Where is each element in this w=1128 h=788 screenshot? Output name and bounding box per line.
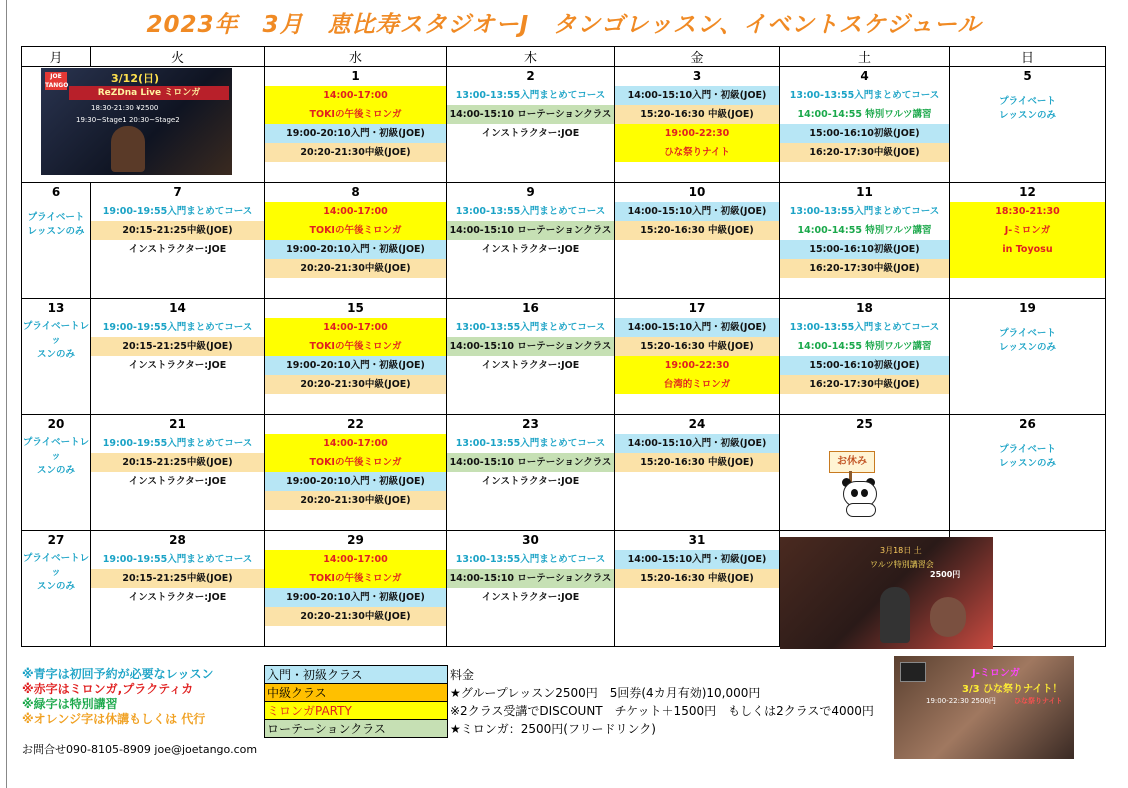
day-cell — [780, 183, 950, 299]
panda-eye-icon — [851, 489, 858, 497]
intermediate-class: 20:15-21:25中級(JOE) — [91, 337, 264, 356]
legend-discount: ※2クラス受講でDISCOUNT チケット＋1500円 もしくは2クラスで4000円 — [450, 704, 874, 718]
intermediate-class: 15:20-16:30 中級(JOE) — [615, 569, 779, 588]
intermediate-class: 20:15-21:25中級(JOE) — [91, 453, 264, 472]
instructor-note: インストラクター:JOE — [481, 592, 580, 603]
day-cell — [447, 415, 615, 531]
special-lesson: 14:00-14:55 特別ワルツ講習 — [797, 341, 932, 352]
weekday-thu: 木 — [447, 47, 615, 67]
intermediate-class: 15:20-16:30 中級(JOE) — [615, 105, 779, 124]
live-milonga-poster-image — [41, 68, 232, 175]
day-cell — [265, 183, 447, 299]
intermediate-class: 16:20-17:30中級(JOE) — [780, 143, 949, 162]
private-line1: プライベートレッ — [22, 553, 90, 578]
milonga-filler — [950, 259, 1105, 278]
instructor-note: インストラクター:JOE — [128, 360, 227, 371]
day-number: 2 — [526, 69, 535, 83]
day-number: 16 — [522, 301, 539, 315]
day-number: 15 — [347, 301, 364, 315]
intro-course: 13:00-13:55入門まとめてコース — [455, 90, 606, 101]
week-row — [22, 183, 1106, 299]
day-cell — [615, 183, 780, 299]
day-number: 3 — [692, 69, 702, 83]
milonga-time: 14:00-17:00 — [265, 550, 446, 569]
day-cell — [447, 183, 615, 299]
day-cell — [950, 299, 1106, 415]
poster3-info: 19:00-22:30 2500円 — [926, 697, 996, 705]
day-number: 21 — [169, 417, 186, 431]
legend-price-title: 料金 — [450, 668, 475, 682]
day-cell — [615, 531, 780, 647]
private-line2: スンのみ — [36, 465, 75, 476]
day-cell — [265, 415, 447, 531]
beginner-class: 14:00-15:10入門・初級(JOE) — [615, 318, 779, 337]
contact-info: お問合せ090-8105-8909 joe@joetango.com — [22, 743, 258, 756]
day-number: 12 — [1019, 185, 1036, 199]
note-red: ※赤字はミロンガ,プラクティカ — [22, 682, 194, 696]
intermediate-class: 20:20-21:30中級(JOE) — [265, 259, 446, 278]
private-lesson-note — [950, 434, 1105, 474]
day-number: 23 — [522, 417, 539, 431]
guitarist-figure — [111, 126, 145, 172]
legend-beginner: 入門・初級クラス — [265, 666, 448, 684]
intro-course: 13:00-13:55入門まとめてコース — [789, 206, 940, 217]
rotation-class: 14:00-15:10 ローテーションクラス — [447, 105, 614, 124]
day-number: 17 — [688, 301, 706, 315]
intermediate-class: 20:15-21:25中級(JOE) — [91, 221, 264, 240]
weekday-fri: 金 — [615, 47, 780, 67]
rotation-class: 14:00-15:10 ローテーションクラス — [447, 453, 614, 472]
private-line1: プライベート — [27, 212, 85, 223]
day-cell — [22, 531, 91, 647]
day-number: 25 — [856, 417, 873, 431]
beginner-class: 15:00-16:10初級(JOE) — [780, 240, 949, 259]
day-number: 1 — [351, 69, 360, 83]
joe-tango-logo: JOE TANGO — [45, 73, 69, 89]
rotation-class: 14:00-15:10 ローテーションクラス — [447, 337, 614, 356]
poster2-line1: 3月18日 土 — [880, 546, 922, 555]
poster3-logo — [900, 662, 926, 682]
private-line2: レッスンのみ — [999, 458, 1056, 469]
intro-course: 19:00-19:55入門まとめてコース — [102, 322, 253, 333]
day-cell — [615, 415, 780, 531]
day-number: 30 — [522, 533, 539, 547]
day-number: 22 — [347, 417, 364, 431]
instructor-note: インストラクター:JOE — [481, 128, 580, 139]
beginner-class: 19:00-20:10入門・初級(JOE) — [265, 356, 446, 375]
day-cell — [447, 299, 615, 415]
dancer-figure — [880, 587, 910, 643]
intro-course: 13:00-13:55入門まとめてコース — [789, 90, 940, 101]
day-cell — [91, 183, 265, 299]
intro-course: 13:00-13:55入門まとめてコース — [789, 322, 940, 333]
event-title: 台湾的ミロンガ — [615, 375, 779, 394]
intermediate-class: 20:20-21:30中級(JOE) — [265, 607, 446, 626]
page-title: 2023年 3月 恵比寿スタジオーJ タンゴレッスン、イベントスケジュール — [146, 12, 982, 38]
day-number: 29 — [347, 533, 364, 547]
legend-milonga-party: ミロンガPARTY — [265, 702, 448, 720]
day-cell — [447, 67, 615, 183]
beginner-class: 14:00-15:10入門・初級(JOE) — [615, 434, 779, 453]
day-number: 7 — [173, 185, 182, 199]
legend-milonga-price: ★ミロンガ：2500円(フリードリンク) — [450, 722, 656, 736]
waltz-workshop-poster-image — [780, 537, 993, 649]
milonga-title: J-ミロンガ — [950, 221, 1105, 240]
instructor-note: インストラクター:JOE — [128, 476, 227, 487]
beginner-class: 19:00-20:10入門・初級(JOE) — [265, 124, 446, 143]
intermediate-class: 20:20-21:30中級(JOE) — [265, 375, 446, 394]
private-lesson-note — [22, 550, 90, 590]
intro-course: 13:00-13:55入門まとめてコース — [455, 206, 606, 217]
week-row — [22, 415, 1106, 531]
poster3-tag: ひな祭りナイト — [1014, 697, 1063, 705]
legend-rotation: ローテーションクラス — [265, 720, 448, 738]
day-number: 6 — [51, 185, 61, 199]
instructor-note: インストラクター:JOE — [481, 476, 580, 487]
private-lesson-note — [950, 318, 1105, 358]
milonga-time: 18:30-21:30 — [950, 202, 1105, 221]
note-green: ※緑字は特別講習 — [22, 697, 118, 711]
milonga-title: TOKIの午後ミロンガ — [265, 221, 446, 240]
legend-group-lesson-price: ★グループレッスン2500円 5回券(4カ月有効)10,000円 — [450, 686, 761, 700]
weekday-sat: 土 — [780, 47, 950, 67]
beginner-class: 14:00-15:10入門・初級(JOE) — [615, 86, 779, 105]
day-number: 8 — [351, 185, 360, 199]
milonga-time: 14:00-17:00 — [265, 318, 446, 337]
special-lesson: 14:00-14:55 特別ワルツ講習 — [797, 109, 932, 120]
day-cell — [780, 299, 950, 415]
beginner-class: 15:00-16:10初級(JOE) — [780, 124, 949, 143]
day-cell — [265, 67, 447, 183]
poster-info: 18:30-21:30 ¥2500 — [91, 104, 159, 112]
private-lesson-note — [22, 318, 90, 358]
class-legend — [264, 665, 893, 738]
instructor-note: インストラクター:JOE — [481, 360, 580, 371]
day-number: 27 — [47, 533, 65, 547]
milonga-title: TOKIの午後ミロンガ — [265, 569, 446, 588]
private-lesson-note — [22, 434, 90, 474]
panda-eye-icon — [861, 489, 868, 497]
note-blue: ※青字は初回予約が必要なレッスン — [22, 667, 214, 681]
milonga-title: TOKIの午後ミロンガ — [265, 453, 446, 472]
private-line1: プライベートレッ — [22, 437, 90, 462]
private-lesson-note — [950, 86, 1105, 126]
event-title: ひな祭りナイト — [615, 143, 779, 162]
day-number: 11 — [856, 185, 873, 199]
instructor-note: インストラクター:JOE — [481, 244, 580, 255]
poster-band: ReZDna Live ミロンガ — [69, 86, 229, 100]
intermediate-class: 20:20-21:30中級(JOE) — [265, 491, 446, 510]
legend-row — [265, 666, 893, 684]
legend-row — [265, 684, 893, 702]
day-cell — [91, 415, 265, 531]
day-number: 20 — [47, 417, 65, 431]
color-notes — [22, 667, 214, 727]
legend-row — [265, 702, 893, 720]
instructor-note: インストラクター:JOE — [128, 244, 227, 255]
event-time: 19:00-22:30 — [615, 124, 779, 143]
event-time: 19:00-22:30 — [615, 356, 779, 375]
day-number: 18 — [856, 301, 873, 315]
milonga-title: TOKIの午後ミロンガ — [265, 337, 446, 356]
rotation-class: 14:00-15:10 ローテーションクラス — [447, 569, 614, 588]
private-lesson-note — [22, 202, 90, 242]
intermediate-class: 20:20-21:30中級(JOE) — [265, 143, 446, 162]
week-row — [22, 299, 1106, 415]
special-lesson: 14:00-14:55 特別ワルツ講習 — [797, 225, 932, 236]
beginner-class: 14:00-15:10入門・初級(JOE) — [615, 202, 779, 221]
milonga-title: TOKIの午後ミロンガ — [265, 105, 446, 124]
poster-info2: 19:30~Stage1 20:30~Stage2 — [76, 116, 180, 124]
day-cell — [22, 183, 91, 299]
private-line1: プライベートレッ — [22, 321, 90, 346]
legend-row — [265, 720, 893, 738]
intermediate-class: 16:20-17:30中級(JOE) — [780, 259, 949, 278]
intermediate-class: 15:20-16:30 中級(JOE) — [615, 221, 779, 240]
day-number: 26 — [1019, 417, 1036, 431]
day-cell — [950, 183, 1106, 299]
poster2-price: 2500円 — [930, 570, 961, 579]
legend-intermediate: 中級クラス — [265, 684, 448, 702]
instructor-note: インストラクター:JOE — [128, 592, 227, 603]
milonga-venue: in Toyosu — [950, 240, 1105, 259]
day-number: 19 — [1019, 301, 1036, 315]
day-cell — [780, 67, 950, 183]
panda-body-icon — [846, 503, 876, 517]
day-cell — [950, 67, 1106, 183]
day-cell — [91, 531, 265, 647]
day-number: 31 — [688, 533, 706, 547]
day-number: 24 — [688, 417, 706, 431]
beginner-class: 14:00-15:10入門・初級(JOE) — [615, 550, 779, 569]
day-cell — [265, 299, 447, 415]
private-line1: プライベート — [999, 328, 1056, 339]
intro-course: 19:00-19:55入門まとめてコース — [102, 206, 253, 217]
day-cell — [615, 299, 780, 415]
day-cell — [447, 531, 615, 647]
day-cell — [91, 299, 265, 415]
poster3-title: J-ミロンガ — [972, 668, 1020, 679]
page-left-border — [6, 0, 7, 788]
poster2-line2: ワルツ特別講習会 — [870, 560, 934, 569]
beginner-class: 19:00-20:10入門・初級(JOE) — [265, 472, 446, 491]
intro-course: 19:00-19:55入門まとめてコース — [102, 438, 253, 449]
beginner-class: 19:00-20:10入門・初級(JOE) — [265, 240, 446, 259]
private-line2: レッスンのみ — [999, 342, 1056, 353]
intro-course: 19:00-19:55入門まとめてコース — [102, 554, 253, 565]
beginner-class: 15:00-16:10初級(JOE) — [780, 356, 949, 375]
private-line1: プライベート — [999, 96, 1056, 107]
intro-course: 13:00-13:55入門まとめてコース — [455, 438, 606, 449]
rotation-class: 14:00-15:10 ローテーションクラス — [447, 221, 614, 240]
day-number: 14 — [169, 301, 186, 315]
day-number: 13 — [47, 301, 65, 315]
j-milonga-poster-image — [894, 656, 1074, 759]
private-line2: レッスンのみ — [27, 226, 85, 237]
poster-date: 3/12(日) — [111, 72, 160, 85]
milonga-time: 14:00-17:00 — [265, 202, 446, 221]
weekday-wed: 水 — [265, 47, 447, 67]
private-line1: プライベート — [999, 444, 1056, 455]
day-cell — [265, 531, 447, 647]
intermediate-class: 15:20-16:30 中級(JOE) — [615, 337, 779, 356]
weekday-tue: 火 — [91, 47, 265, 67]
instructor-photo — [930, 597, 966, 637]
intermediate-class: 16:20-17:30中級(JOE) — [780, 375, 949, 394]
holiday-sign: お休み — [829, 451, 875, 473]
note-orange: ※オレンジ字は休講もしくは 代行 — [22, 712, 206, 726]
intermediate-class: 15:20-16:30 中級(JOE) — [615, 453, 779, 472]
poster3-subtitle: 3/3 ひな祭りナイト！ — [962, 684, 1063, 695]
milonga-time: 14:00-17:00 — [265, 434, 446, 453]
day-number: 9 — [526, 185, 535, 199]
private-line2: レッスンのみ — [999, 110, 1056, 121]
intro-course: 13:00-13:55入門まとめてコース — [455, 554, 606, 565]
weekday-sun: 日 — [950, 47, 1106, 67]
day-number: 28 — [169, 533, 186, 547]
day-cell — [615, 67, 780, 183]
day-number: 10 — [688, 185, 706, 199]
day-cell — [22, 299, 91, 415]
private-line2: スンのみ — [36, 349, 75, 360]
weekday-mon: 月 — [22, 47, 91, 67]
day-number: 4 — [860, 69, 869, 83]
intermediate-class: 20:15-21:25中級(JOE) — [91, 569, 264, 588]
day-cell — [22, 415, 91, 531]
milonga-time: 14:00-17:00 — [265, 86, 446, 105]
day-cell — [950, 415, 1106, 531]
private-line2: スンのみ — [36, 581, 75, 592]
beginner-class: 19:00-20:10入門・初級(JOE) — [265, 588, 446, 607]
day-number: 5 — [1023, 69, 1032, 83]
weekday-header-row — [22, 47, 1106, 67]
intro-course: 13:00-13:55入門まとめてコース — [455, 322, 606, 333]
